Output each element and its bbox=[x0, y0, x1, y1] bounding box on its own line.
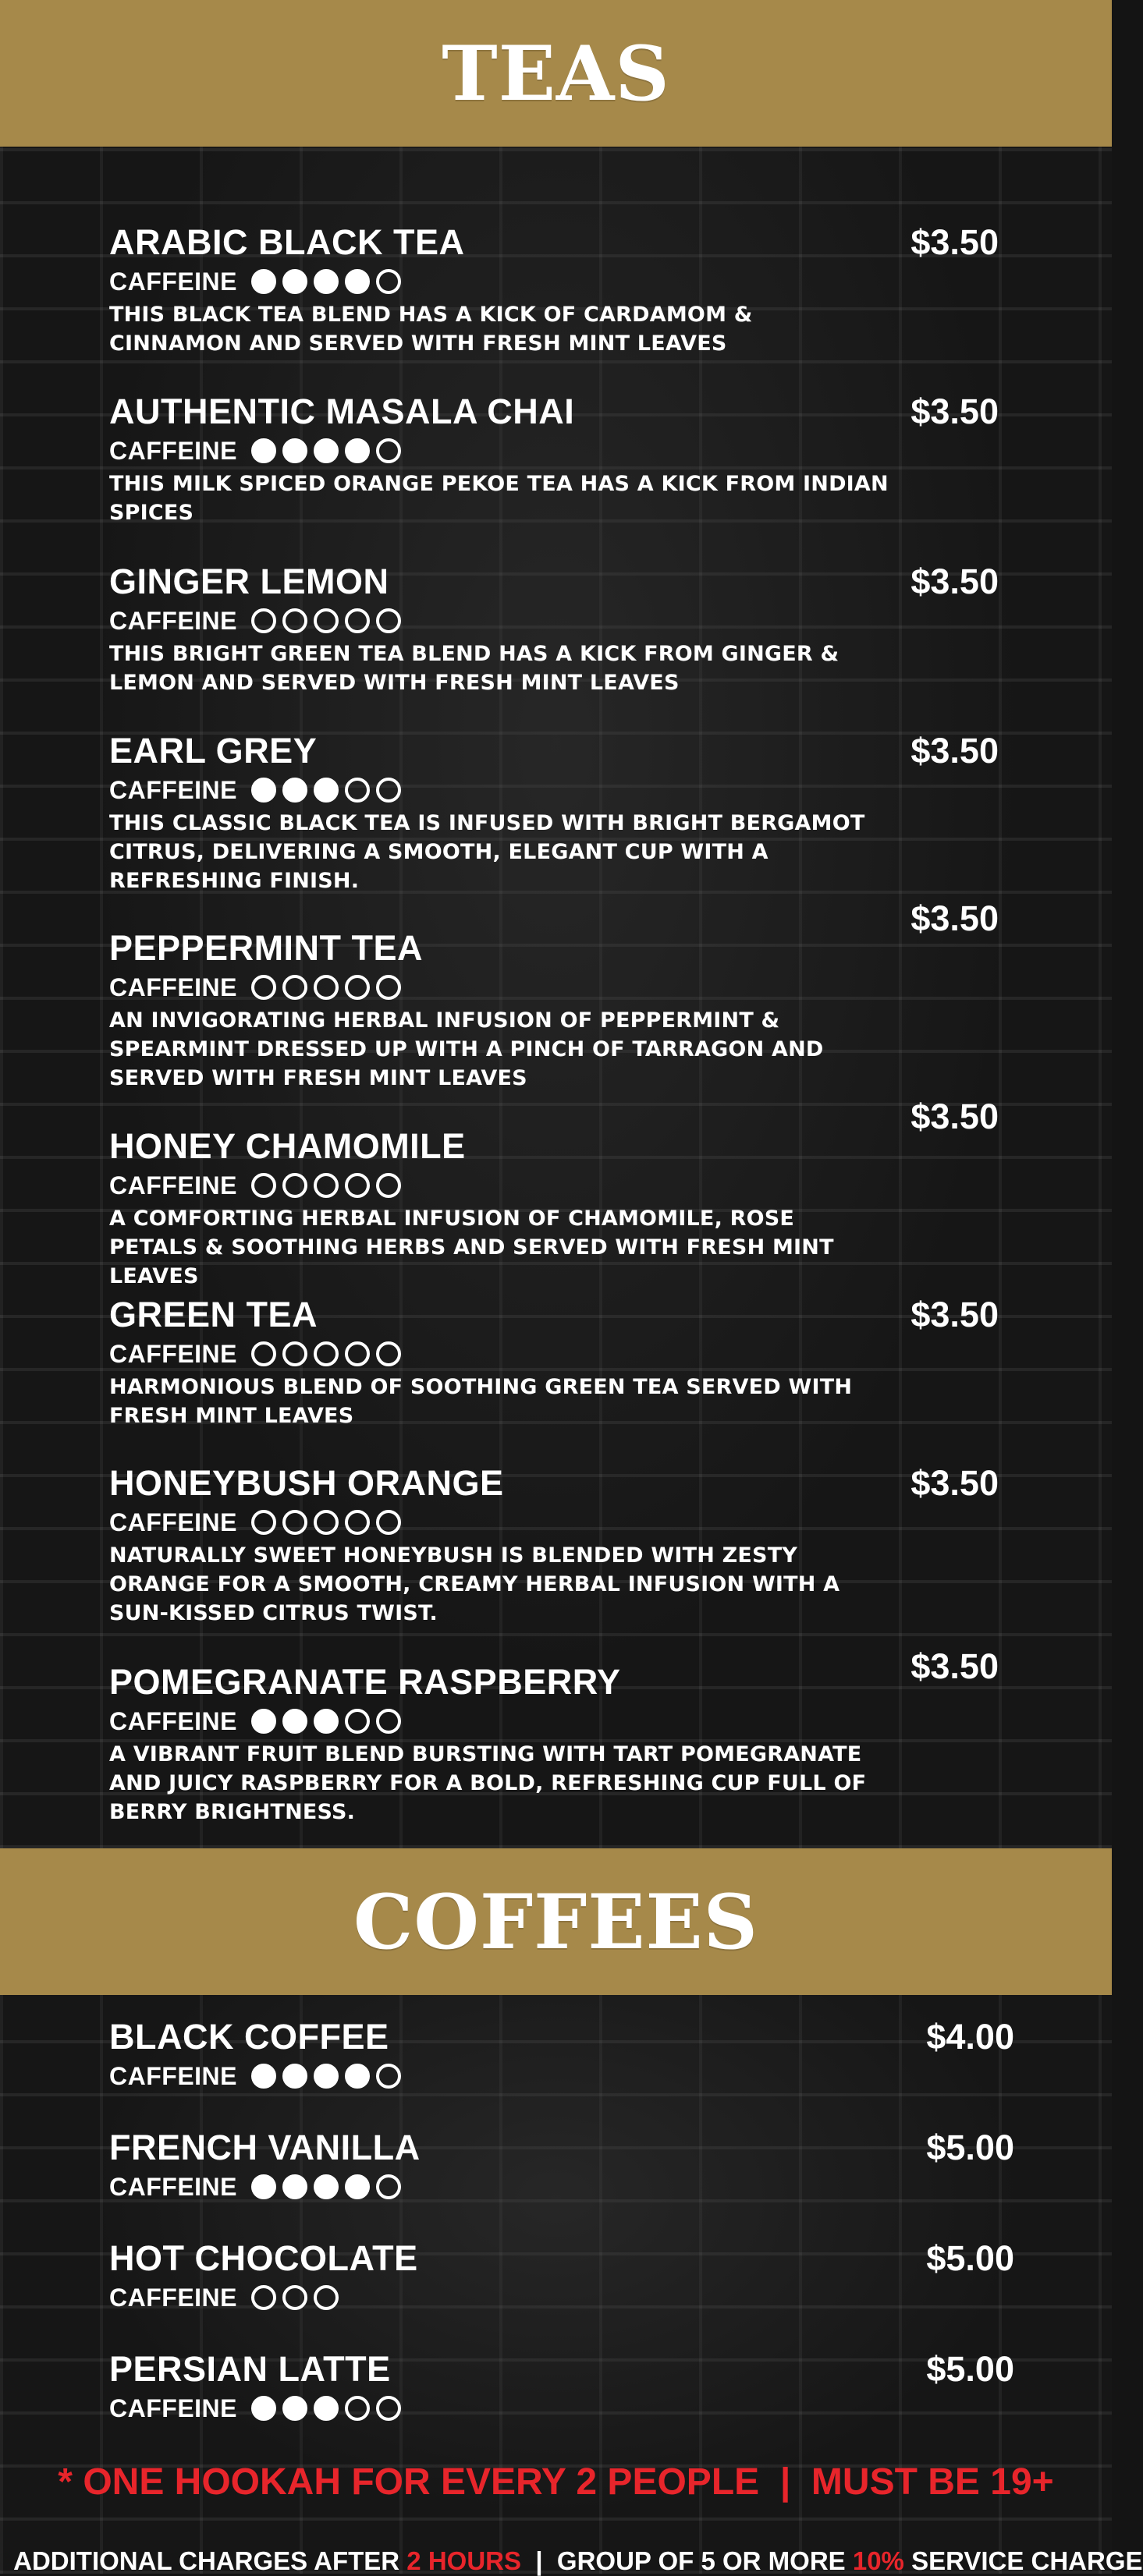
caffeine-rating bbox=[109, 773, 999, 807]
caffeine-dot-empty-icon bbox=[376, 1341, 401, 1366]
caffeine-dot-empty-icon bbox=[376, 1510, 401, 1535]
footer-charges-text-a: ADDITIONAL CHARGES AFTER bbox=[13, 2546, 407, 2575]
coffee-item bbox=[109, 2349, 1014, 2425]
item-description: NATURALLY SWEET HONEYBUSH IS BLENDED WITH ZESTY ORANGE FOR A SMOOTH, CREAMY HERBAL INFUSION WITH A SUN-KISSED CITRUS TWIST. bbox=[109, 1543, 840, 1625]
caffeine-rating bbox=[109, 434, 999, 468]
caffeine-dot-filled-icon bbox=[314, 1709, 339, 1734]
caffeine-dot-filled-icon bbox=[314, 2174, 339, 2199]
tea-item bbox=[109, 898, 999, 1093]
caffeine-dots bbox=[251, 2064, 401, 2089]
caffeine-dots bbox=[251, 269, 401, 294]
caffeine-dot-filled-icon bbox=[345, 2174, 370, 2199]
caffeine-label: CAFFEINE bbox=[109, 1171, 237, 1199]
caffeine-dot-empty-icon bbox=[376, 1709, 401, 1734]
caffeine-dots bbox=[251, 1173, 401, 1198]
coffee-item bbox=[109, 2128, 1014, 2204]
tea-item bbox=[109, 1646, 999, 1827]
caffeine-label: CAFFEINE bbox=[109, 2172, 237, 2201]
caffeine-dot-filled-icon bbox=[251, 438, 276, 463]
caffeine-dots bbox=[251, 2396, 401, 2421]
caffeine-dot-empty-icon bbox=[345, 1510, 370, 1535]
caffeine-dot-empty-icon bbox=[314, 975, 339, 1000]
item-price: $4.00 bbox=[926, 2017, 1014, 2057]
caffeine-dot-empty-icon bbox=[376, 608, 401, 633]
caffeine-dot-filled-icon bbox=[345, 2064, 370, 2089]
coffee-item bbox=[109, 2017, 1014, 2093]
caffeine-dots bbox=[251, 438, 401, 463]
teas-banner bbox=[0, 0, 1112, 147]
caffeine-label: CAFFEINE bbox=[109, 775, 237, 804]
caffeine-rating bbox=[109, 2280, 999, 2315]
item-price: $3.50 bbox=[910, 1097, 999, 1136]
item-price: $3.50 bbox=[910, 562, 999, 601]
item-price: $3.50 bbox=[910, 1646, 999, 1686]
caffeine-dot-filled-icon bbox=[314, 269, 339, 294]
caffeine-dots bbox=[251, 1341, 401, 1366]
footer-charges-notice bbox=[0, 2517, 1143, 2576]
caffeine-dot-filled-icon bbox=[251, 2396, 276, 2421]
item-name: ARABIC BLACK TEA bbox=[109, 222, 465, 262]
caffeine-dot-empty-icon bbox=[282, 1341, 307, 1366]
caffeine-dots bbox=[251, 2285, 339, 2310]
caffeine-dot-empty-icon bbox=[251, 608, 276, 633]
caffeine-dots bbox=[251, 975, 401, 1000]
caffeine-dot-empty-icon bbox=[345, 608, 370, 633]
caffeine-dot-empty-icon bbox=[376, 2174, 401, 2199]
item-name: BLACK COFFEE bbox=[109, 2017, 389, 2057]
footer-charges-text-c: SERVICE CHARGE bbox=[903, 2546, 1143, 2575]
caffeine-label: CAFFEINE bbox=[109, 436, 237, 465]
footer-hookah-notice: * ONE HOOKAH FOR EVERY 2 PEOPLE | MUST BE 19+ bbox=[58, 2461, 1054, 2503]
item-name: HOT CHOCOLATE bbox=[109, 2238, 418, 2278]
item-price: $3.50 bbox=[910, 1463, 999, 1503]
caffeine-dots bbox=[251, 1709, 401, 1734]
caffeine-dot-empty-icon bbox=[251, 975, 276, 1000]
item-description: THIS MILK SPICED ORANGE PEKOE TEA HAS A KICK FROM INDIAN SPICES bbox=[109, 472, 889, 525]
footer-charges-percent: 10% bbox=[852, 2546, 904, 2575]
caffeine-dot-empty-icon bbox=[314, 1173, 339, 1198]
item-name: GREEN TEA bbox=[109, 1295, 318, 1334]
item-description: THIS BLACK TEA BLEND HAS A KICK OF CARDAMOM & CINNAMON AND SERVED WITH FRESH MINT LEAVES bbox=[109, 303, 753, 356]
item-price: $3.50 bbox=[910, 1295, 999, 1334]
caffeine-dot-empty-icon bbox=[376, 438, 401, 463]
item-name: EARL GREY bbox=[109, 731, 318, 771]
item-price: $5.00 bbox=[926, 2349, 1014, 2389]
tea-item bbox=[109, 1295, 999, 1430]
item-name: PEPPERMINT TEA bbox=[109, 928, 424, 968]
caffeine-dot-empty-icon bbox=[251, 1173, 276, 1198]
caffeine-dot-filled-icon bbox=[251, 2064, 276, 2089]
caffeine-dot-empty-icon bbox=[345, 2396, 370, 2421]
coffees-banner bbox=[0, 1848, 1112, 1995]
caffeine-dots bbox=[251, 778, 401, 803]
item-price: $3.50 bbox=[910, 731, 999, 771]
caffeine-dot-empty-icon bbox=[282, 1173, 307, 1198]
caffeine-dot-empty-icon bbox=[314, 2285, 339, 2310]
caffeine-dot-empty-icon bbox=[376, 2064, 401, 2089]
caffeine-dot-empty-icon bbox=[314, 1341, 339, 1366]
caffeine-dot-filled-icon bbox=[251, 778, 276, 803]
caffeine-dot-empty-icon bbox=[282, 2285, 307, 2310]
tea-item bbox=[109, 731, 999, 895]
item-name: HONEY CHAMOMILE bbox=[109, 1126, 466, 1166]
caffeine-rating bbox=[109, 2391, 999, 2425]
item-description: HARMONIOUS BLEND OF SOOTHING GREEN TEA SERVED WITH FRESH MINT LEAVES bbox=[109, 1375, 853, 1428]
caffeine-dot-filled-icon bbox=[314, 438, 339, 463]
tea-item bbox=[109, 392, 999, 527]
caffeine-rating bbox=[109, 970, 999, 1005]
item-name: HONEYBUSH ORANGE bbox=[109, 1463, 504, 1503]
caffeine-rating bbox=[109, 1704, 999, 1738]
caffeine-rating bbox=[109, 2170, 999, 2204]
item-name: POMEGRANATE RASPBERRY bbox=[109, 1662, 621, 1702]
caffeine-dot-empty-icon bbox=[314, 1510, 339, 1535]
caffeine-dot-empty-icon bbox=[376, 2396, 401, 2421]
caffeine-dot-filled-icon bbox=[282, 2396, 307, 2421]
caffeine-label: CAFFEINE bbox=[109, 2394, 237, 2422]
item-description: A COMFORTING HERBAL INFUSION OF CHAMOMILE, ROSE PETALS & SOOTHING HERBS AND SERVED WITH FRESH MINT LEAVES bbox=[109, 1207, 834, 1288]
caffeine-label: CAFFEINE bbox=[109, 1706, 237, 1735]
caffeine-dots bbox=[251, 1510, 401, 1535]
item-description: AN INVIGORATING HERBAL INFUSION OF PEPPERMINT & SPEARMINT DRESSED UP WITH A PINCH OF TARRAGON AND SERVED WITH FRESH MINT LEAVES bbox=[109, 1008, 824, 1090]
caffeine-label: CAFFEINE bbox=[109, 606, 237, 635]
caffeine-dot-empty-icon bbox=[345, 1173, 370, 1198]
caffeine-dot-empty-icon bbox=[376, 269, 401, 294]
caffeine-dot-filled-icon bbox=[314, 778, 339, 803]
item-price: $3.50 bbox=[910, 898, 999, 938]
caffeine-dot-empty-icon bbox=[345, 1341, 370, 1366]
caffeine-dot-filled-icon bbox=[282, 2064, 307, 2089]
tea-item bbox=[109, 1463, 999, 1628]
caffeine-dot-filled-icon bbox=[282, 2174, 307, 2199]
item-description: THIS BRIGHT GREEN TEA BLEND HAS A KICK FROM GINGER & LEMON AND SERVED WITH FRESH MINT LEAVES bbox=[109, 642, 840, 695]
caffeine-rating bbox=[109, 2059, 999, 2093]
caffeine-dot-empty-icon bbox=[251, 1341, 276, 1366]
caffeine-dot-empty-icon bbox=[376, 975, 401, 1000]
caffeine-dot-empty-icon bbox=[345, 975, 370, 1000]
caffeine-rating bbox=[109, 264, 999, 299]
caffeine-dot-empty-icon bbox=[251, 1510, 276, 1535]
caffeine-rating bbox=[109, 1505, 999, 1540]
caffeine-dot-filled-icon bbox=[282, 1709, 307, 1734]
caffeine-label: CAFFEINE bbox=[109, 1339, 237, 1368]
item-price: $3.50 bbox=[910, 222, 999, 262]
caffeine-dot-filled-icon bbox=[282, 269, 307, 294]
caffeine-label: CAFFEINE bbox=[109, 973, 237, 1001]
caffeine-dot-empty-icon bbox=[251, 2285, 276, 2310]
caffeine-dot-filled-icon bbox=[314, 2396, 339, 2421]
teas-title: TEAS bbox=[442, 29, 670, 118]
caffeine-dot-filled-icon bbox=[251, 2174, 276, 2199]
caffeine-label: CAFFEINE bbox=[109, 267, 237, 296]
caffeine-dot-empty-icon bbox=[345, 1709, 370, 1734]
caffeine-dots bbox=[251, 608, 401, 633]
tea-item bbox=[109, 222, 999, 358]
item-name: GINGER LEMON bbox=[109, 562, 389, 601]
caffeine-dot-filled-icon bbox=[282, 438, 307, 463]
caffeine-dot-empty-icon bbox=[345, 778, 370, 803]
item-price: $5.00 bbox=[926, 2238, 1014, 2278]
tea-item bbox=[109, 562, 999, 697]
caffeine-dot-empty-icon bbox=[376, 778, 401, 803]
caffeine-dot-empty-icon bbox=[314, 608, 339, 633]
caffeine-dot-filled-icon bbox=[282, 778, 307, 803]
caffeine-dot-empty-icon bbox=[282, 975, 307, 1000]
coffees-title: COFFEES bbox=[353, 1877, 758, 1966]
caffeine-dots bbox=[251, 2174, 401, 2199]
caffeine-rating bbox=[109, 1168, 999, 1203]
item-price: $3.50 bbox=[910, 392, 999, 431]
tea-item bbox=[109, 1097, 999, 1291]
caffeine-dot-filled-icon bbox=[314, 2064, 339, 2089]
caffeine-rating bbox=[109, 604, 999, 638]
caffeine-dot-filled-icon bbox=[345, 269, 370, 294]
caffeine-dot-empty-icon bbox=[376, 1173, 401, 1198]
footer-charges-hours: 2 HOURS bbox=[406, 2546, 521, 2575]
item-price: $5.00 bbox=[926, 2128, 1014, 2167]
item-name: AUTHENTIC MASALA CHAI bbox=[109, 392, 575, 431]
item-description: THIS CLASSIC BLACK TEA IS INFUSED WITH BRIGHT BERGAMOT CITRUS, DELIVERING A SMOOTH, ELEGANT CUP WITH A REFRESHING FINISH. bbox=[109, 811, 865, 893]
item-name: FRENCH VANILLA bbox=[109, 2128, 421, 2167]
caffeine-label: CAFFEINE bbox=[109, 1508, 237, 1536]
footer-charges-text-b: | GROUP OF 5 OR MORE bbox=[521, 2546, 853, 2575]
caffeine-label: CAFFEINE bbox=[109, 2061, 237, 2090]
caffeine-label: CAFFEINE bbox=[109, 2283, 237, 2312]
caffeine-dot-filled-icon bbox=[251, 269, 276, 294]
caffeine-dot-empty-icon bbox=[282, 608, 307, 633]
coffee-item bbox=[109, 2238, 1014, 2315]
caffeine-dot-filled-icon bbox=[251, 1709, 276, 1734]
caffeine-dot-filled-icon bbox=[345, 438, 370, 463]
caffeine-rating bbox=[109, 1337, 999, 1371]
item-name: PERSIAN LATTE bbox=[109, 2349, 391, 2389]
item-description: A VIBRANT FRUIT BLEND BURSTING WITH TART POMEGRANATE AND JUICY RASPBERRY FOR A BOLD, REFRESHING CUP FULL OF BERRY BRIGHTNESS. bbox=[109, 1742, 867, 1824]
caffeine-dot-empty-icon bbox=[282, 1510, 307, 1535]
